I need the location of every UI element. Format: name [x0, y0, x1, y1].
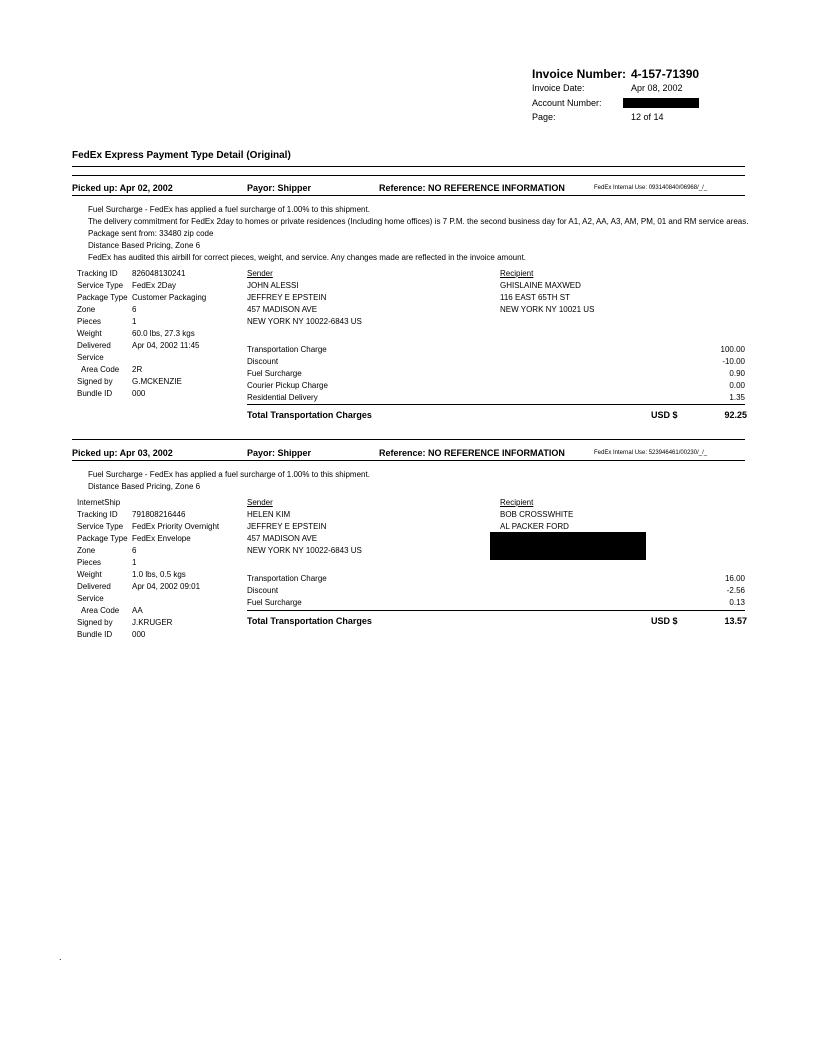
reference: Reference: NO REFERENCE INFORMATION — [379, 183, 565, 193]
tracking-id: 826048130241 — [132, 269, 186, 278]
service-type: FedEx 2Day — [132, 281, 177, 290]
reference: Reference: NO REFERENCE INFORMATION — [379, 448, 565, 458]
detail-label: InternetShip — [77, 498, 121, 507]
account-number-redaction — [623, 98, 699, 108]
internal-use: FedEx Internal Use: 523946461/00230/_/_ — [594, 450, 708, 456]
sender-line: JEFFREY E EPSTEIN — [247, 522, 327, 531]
detail-label: Pieces — [77, 317, 102, 326]
account-number-label: Account Number: — [532, 98, 602, 108]
sender-line: HELEN KIM — [247, 510, 291, 519]
package-type: FedEx Envelope — [132, 534, 191, 543]
detail-label: Bundle ID — [77, 389, 113, 398]
detail-label: Service — [77, 594, 104, 603]
detail-label: Tracking ID — [77, 510, 118, 519]
package-type: Customer Packaging — [132, 293, 207, 302]
charge-amount: 0.00 — [729, 381, 745, 390]
invoice-date: Apr 08, 2002 — [631, 83, 683, 93]
service-type: FedEx Priority Overnight — [132, 522, 220, 531]
zone: 6 — [132, 305, 137, 314]
total-rule — [247, 404, 745, 405]
pieces: 1 — [132, 558, 137, 567]
charge-amount: 0.90 — [729, 369, 745, 378]
area-code: 2R — [132, 365, 143, 374]
charge-amount: -10.00 — [722, 357, 745, 366]
payor: Payor: Shipper — [247, 448, 312, 458]
detail-label: Delivered — [77, 582, 111, 591]
sender-line: NEW YORK NY 10022-6843 US — [247, 317, 362, 326]
invoice-number: 4-157-71390 — [631, 67, 700, 81]
detail-label: Service Type — [77, 522, 124, 531]
invoice-date-label: Invoice Date: — [532, 83, 585, 93]
detail-label: Signed by — [77, 377, 113, 386]
zone: 6 — [132, 546, 137, 555]
note: Distance Based Pricing, Zone 6 — [88, 241, 201, 250]
note: The delivery commitment for FedEx 2day to homes or private residences (Including home offices) is 7 P.M. the second business day for A1, A2, AA, A3, AM, PM, 01 and RM service areas. — [88, 217, 749, 226]
weight: 1.0 lbs, 0.5 kgs — [132, 570, 186, 579]
page-title: FedEx Express Payment Type Detail (Original) — [72, 150, 291, 161]
total-amount: 92.25 — [724, 410, 747, 420]
detail-label: Area Code — [77, 606, 120, 615]
delivered: Apr 04, 2002 09:01 — [132, 582, 201, 591]
charge-label: Fuel Surcharge — [247, 598, 302, 607]
recipient-line: GHISLAINE MAXWED — [500, 281, 581, 290]
note: Fuel Surcharge - FedEx has applied a fuel surcharge of 1.00% to this shipment. — [88, 470, 370, 479]
total-rule — [247, 610, 745, 611]
footer-mark: . — [59, 952, 62, 962]
invoice-number-label: Invoice Number: — [532, 67, 627, 81]
recipient-line: BOB CROSSWHITE — [500, 510, 574, 519]
signed-by: G.MCKENZIE — [132, 377, 182, 386]
detail-label: Weight — [77, 570, 102, 579]
charge-amount: 16.00 — [724, 574, 745, 583]
recipient-label: Recipient — [500, 269, 534, 278]
currency: USD $ — [651, 616, 678, 626]
note: FedEx has audited this airbill for correct pieces, weight, and service. Any changes made are reflected in the invoice amount. — [88, 253, 527, 262]
sender-line: JOHN ALESSI — [247, 281, 299, 290]
charge-label: Courier Pickup Charge — [247, 381, 328, 390]
detail-label: Signed by — [77, 618, 113, 627]
detail-label: Bundle ID — [77, 630, 113, 639]
charge-amount: -2.56 — [726, 586, 745, 595]
recipient-line: AL PACKER FORD — [500, 522, 569, 531]
section-rule — [72, 439, 745, 440]
detail-label: Package Type — [77, 293, 128, 302]
sender-label: Sender — [247, 498, 273, 507]
detail-label: Package Type — [77, 534, 128, 543]
section-rule — [72, 175, 745, 176]
page-number: 12 of 14 — [631, 112, 664, 122]
signed-by: J.KRUGER — [132, 618, 173, 627]
detail-label: Tracking ID — [77, 269, 118, 278]
title-rule — [72, 166, 745, 167]
detail-label: Weight — [77, 329, 102, 338]
detail-label: Service — [77, 353, 104, 362]
detail-label: Service Type — [77, 281, 124, 290]
charge-label: Fuel Surcharge — [247, 369, 302, 378]
detail-label: Zone — [77, 305, 96, 314]
sender-label: Sender — [247, 269, 273, 278]
sender-line: 457 MADISON AVE — [247, 305, 318, 314]
charge-label: Residential Delivery — [247, 393, 318, 402]
area-code: AA — [132, 606, 143, 615]
charge-label: Discount — [247, 586, 279, 595]
total-label: Total Transportation Charges — [247, 410, 372, 420]
charge-amount: 0.13 — [729, 598, 745, 607]
picked-up-date: Picked up: Apr 03, 2002 — [72, 448, 173, 458]
charge-amount: 100.00 — [720, 345, 745, 354]
detail-label: Delivered — [77, 341, 111, 350]
recipient-line: 116 EAST 65TH ST — [500, 293, 570, 302]
recipient-address-redaction — [490, 532, 646, 560]
recipient-label: Recipient — [500, 498, 534, 507]
note: Distance Based Pricing, Zone 6 — [88, 482, 201, 491]
sender-line: 457 MADISON AVE — [247, 534, 318, 543]
currency: USD $ — [651, 410, 678, 420]
tracking-id: 791808216446 — [132, 510, 186, 519]
page-label: Page: — [532, 112, 556, 122]
delivered: Apr 04, 2002 11:45 — [132, 341, 200, 350]
shipment-header-rule — [72, 460, 745, 461]
internal-use: FedEx Internal Use: 093140840/06968/_/_ — [594, 185, 708, 191]
bundle-id: 000 — [132, 630, 146, 639]
charge-label: Discount — [247, 357, 279, 366]
charge-label: Transportation Charge — [247, 574, 327, 583]
note: Package sent from: 33480 zip code — [88, 229, 214, 238]
total-label: Total Transportation Charges — [247, 616, 372, 626]
charge-label: Transportation Charge — [247, 345, 327, 354]
shipment-header-rule — [72, 195, 745, 196]
charge-amount: 1.35 — [729, 393, 745, 402]
sender-line: JEFFREY E EPSTEIN — [247, 293, 327, 302]
payor: Payor: Shipper — [247, 183, 312, 193]
bundle-id: 000 — [132, 389, 146, 398]
pieces: 1 — [132, 317, 137, 326]
picked-up-date: Picked up: Apr 02, 2002 — [72, 183, 173, 193]
sender-line: NEW YORK NY 10022-6843 US — [247, 546, 362, 555]
total-amount: 13.57 — [724, 616, 747, 626]
detail-label: Area Code — [77, 365, 120, 374]
detail-label: Pieces — [77, 558, 102, 567]
note: Fuel Surcharge - FedEx has applied a fuel surcharge of 1.00% to this shipment. — [88, 205, 370, 214]
weight: 60.0 lbs, 27.3 kgs — [132, 329, 195, 338]
recipient-line: NEW YORK NY 10021 US — [500, 305, 595, 314]
detail-label: Zone — [77, 546, 96, 555]
